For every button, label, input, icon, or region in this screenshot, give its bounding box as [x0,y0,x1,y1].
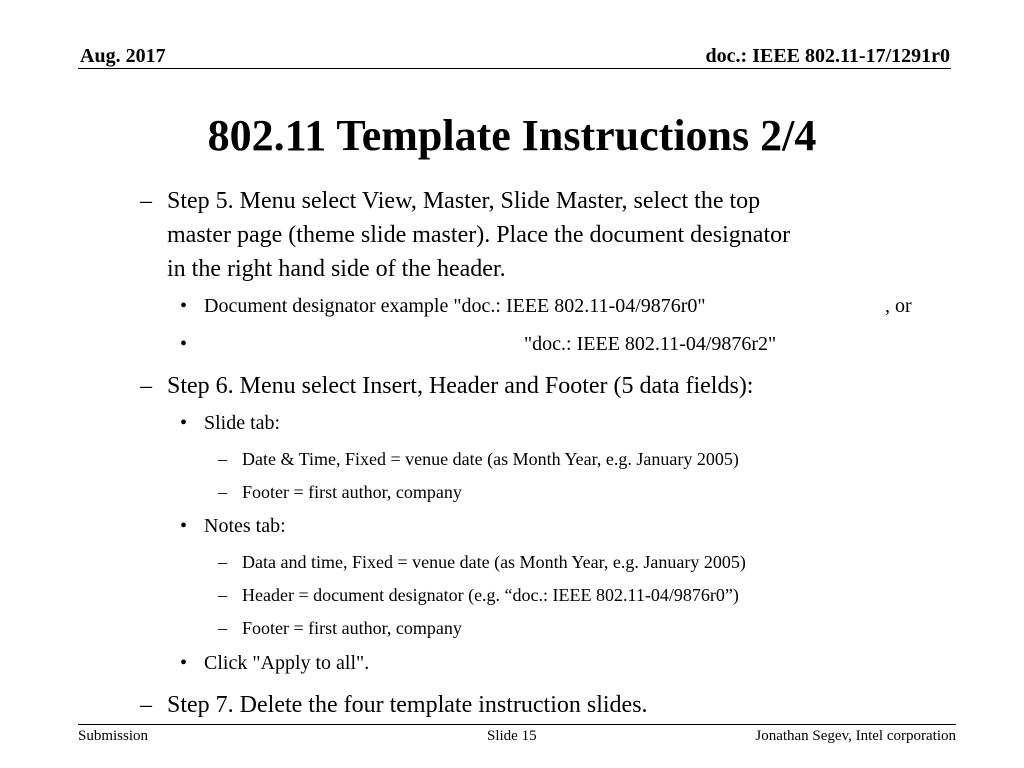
header-divider [78,68,951,69]
designator-example2-text: "doc.: IEEE 802.11-04/9876r2" [524,333,777,355]
bullet-marker: • [180,295,188,317]
step6-text: Step 6. Menu select Insert, Header and Footer (5 data fields): [167,373,754,399]
footer-author: Jonathan Segev, Intel corporation [755,728,956,744]
bullet-marker: • [180,515,188,537]
slide-tab-label: Slide tab: [204,412,281,434]
notes-tab-header-text: Header = document designator (e.g. “doc.: IEEE 802.11-04/9876r0”) [242,585,739,605]
dash-marker: – [140,692,152,718]
footer-divider [78,724,956,725]
notes-tab-footer-text: Footer = first author, company [242,618,462,638]
step7-text: Step 7. Delete the four template instruction slides. [167,692,648,718]
dash-marker: – [218,482,227,502]
slide-title: 802.11 Template Instructions 2/4 [207,111,817,160]
slide-tab-footer-text: Footer = first author, company [242,482,462,502]
bullet-marker: • [180,333,188,355]
step5-line2: master page (theme slide master). Place the document designator [167,222,791,248]
bullet-marker: • [180,412,188,434]
bullet-marker: • [180,652,188,674]
footer-submission: Submission [78,728,149,744]
step5-line3: in the right hand side of the header. [167,256,506,282]
designator-example-text: Document designator example "doc.: IEEE 802.11-04/9876r0" [204,295,706,317]
footer-slide-number: Slide 15 [487,728,537,744]
dash-marker: – [140,188,152,214]
designator-example-suffix: , or [885,295,912,317]
slide-tab-date-text: Date & Time, Fixed = venue date (as Month Year, e.g. January 2005) [242,449,739,469]
dash-marker: – [218,585,227,605]
dash-marker: – [218,449,227,469]
header-date: Aug. 2017 [80,45,166,67]
step5-line1: Step 5. Menu select View, Master, Slide Master, select the top [167,188,761,214]
header-doc-id: doc.: IEEE 802.11-17/1291r0 [705,45,950,67]
dash-marker: – [218,618,227,638]
apply-all-text: Click "Apply to all". [204,652,370,674]
dash-marker: – [218,552,227,572]
notes-tab-date-text: Data and time, Fixed = venue date (as Month Year, e.g. January 2005) [242,552,746,572]
dash-marker: – [140,373,152,399]
notes-tab-label: Notes tab: [204,515,286,537]
